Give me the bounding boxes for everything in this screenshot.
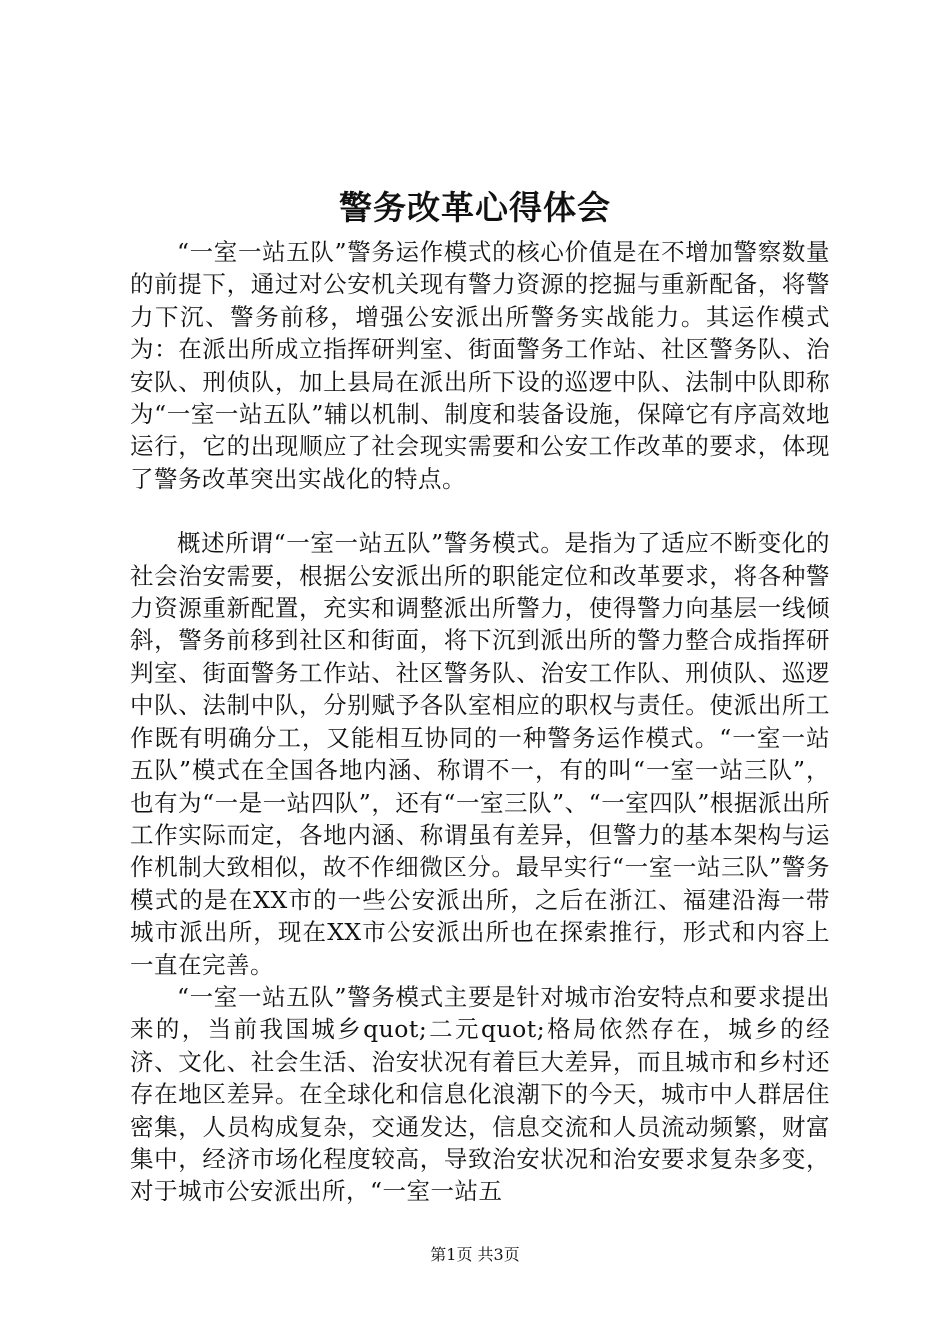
paragraph-spacer: [130, 495, 830, 527]
paragraph-3: “一室一站五队”警务模式主要是针对城市治安特点和要求提出来的，当前我国城乡quot;二元quot;格局依然存在，城乡的经济、文化、社会生活、治安状况有着巨大差异，而且城市和乡村还存在地区差异。在全球化和信息化浪潮下的今天，城市中人群居住密集，人员构成复杂，交通发达，信息交流和人员流动频繁，财富集中，经济市场化程度较高，导致治安状况和治安要求复杂多变，对于城市公安派出所，“一室一站五: [130, 982, 830, 1206]
paragraph-1: “一室一站五队”警务运作模式的核心价值是在不增加警察数量的前提下，通过对公安机关现有警力资源的挖掘与重新配备，将警力下沉、警务前移，增强公安派出所警务实战能力。其运作模式为：在派出所成立指挥研判室、街面警务工作站、社区警务队、治安队、刑侦队，加上县局在派出所下设的巡逻中队、法制中队即称为“一室一站五队”辅以机制、制度和装备设施，保障它有序高效地运行，它的出现顺应了社会现实需要和公安工作改革的要求，体现了警务改革突出实战化的特点。: [130, 238, 830, 493]
document-body: [130, 236, 830, 1208]
page-footer: 第1页 共3页: [430, 1245, 520, 1264]
document-title: 警务改革心得体会: [339, 188, 611, 227]
paragraph-2: 概述所谓“一室一站五队”警务模式。是指为了适应不断变化的社会治安需要，根据公安派出所的职能定位和改革要求，将各种警力资源重新配置，充实和调整派出所警力，使得警力向基层一线倾斜，警务前移到社区和街面，将下沉到派出所的警力整合成指挥研判室、街面警务工作站、社区警务队、治安工作队、刑侦队、巡逻中队、法制中队，分别赋予各队室相应的职权与责任。使派出所工作既有明确分工，又能相互协同的一种警务运作模式。“一室一站五队”模式在全国各地内涵、称谓不一，有的叫“一室一站三队”，也有为“一是一站四队”，还有“一室三队”、“一室四队”根据派出所工作实际而定，各地内涵、称谓虽有差异，但警力的基本架构与运作机制大致相似，故不作细微区分。最早实行“一室一站三队”警务模式的是在XX市的一些公安派出所，之后在浙江、福建沿海一带城市派出所，现在XX市公安派出所也在探索推行，形式和内容上一直在完善。: [130, 529, 830, 979]
